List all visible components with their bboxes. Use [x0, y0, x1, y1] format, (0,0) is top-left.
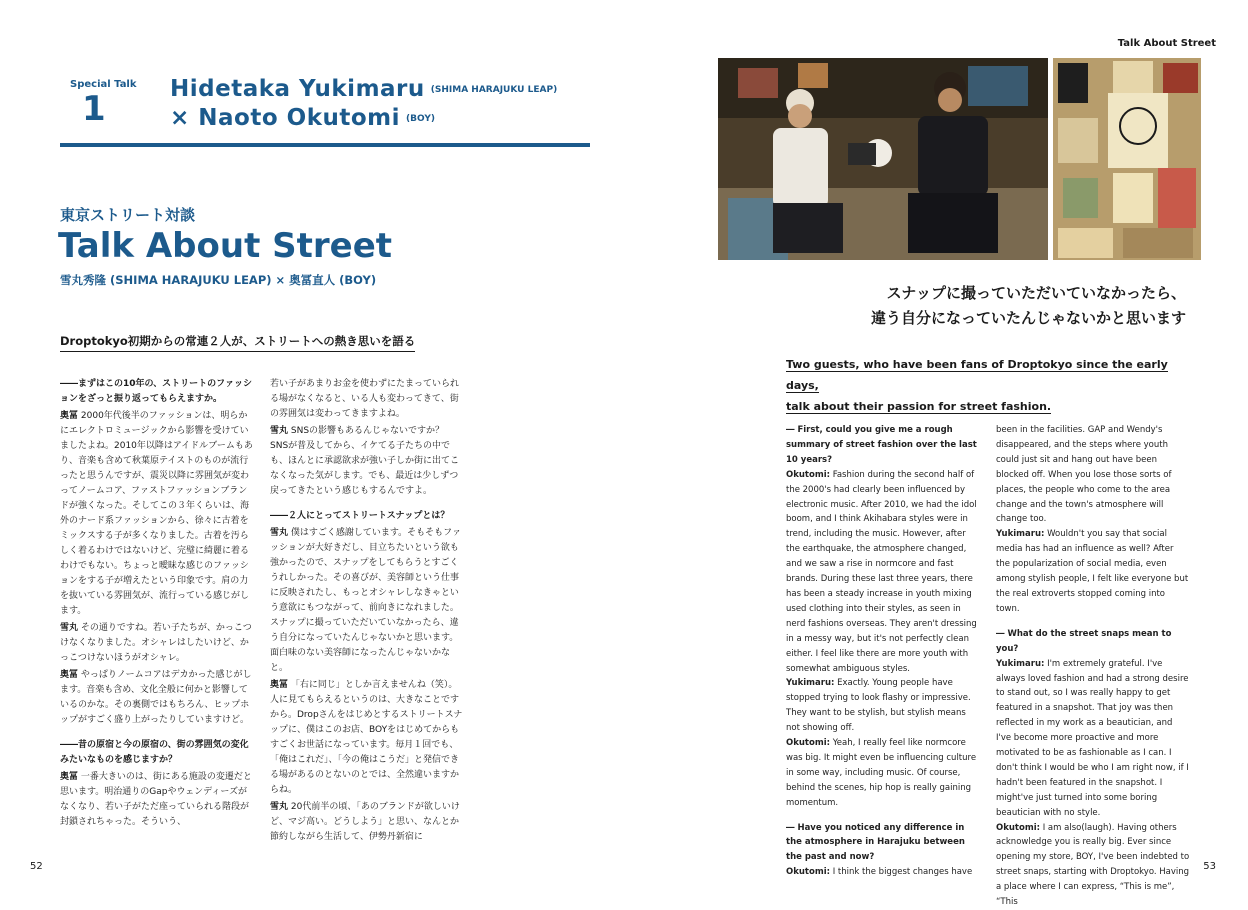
- speaker-name: Yukimaru:: [996, 658, 1045, 669]
- speaker-name: 雪丸: [270, 802, 289, 812]
- answer-text: 20代前半の頃、「あのブランドが欲しいけど、マジ高い。どうしよう」と思い、なんとか節約しながら生活して、伊勢丹新宿に: [270, 802, 460, 842]
- jp-subtitle: 東京ストリート対談: [60, 206, 196, 224]
- speaker-name: 奥冨: [270, 680, 289, 690]
- interview-answer: [270, 678, 464, 798]
- guest2-heading: [170, 105, 435, 131]
- guest1-heading: [170, 76, 557, 102]
- en-column-1: [786, 423, 980, 880]
- photo-two-guests-on-sofa: [718, 58, 1048, 260]
- lead-jp: Droptokyo初期からの常連２人が、ストリートへの熱き思いを語る: [60, 333, 415, 352]
- interview-answer: [996, 657, 1190, 821]
- interview-question: ――まずはこの10年の、ストリートのファッションをざっと振り返ってもらえますか。: [60, 379, 252, 404]
- interview-answer: [786, 676, 980, 736]
- speaker-name: 雪丸: [60, 623, 79, 633]
- speaker-name: 雪丸: [270, 426, 289, 436]
- interview-answer: [786, 468, 980, 677]
- interview-question: ― First, could you give me a rough summary of street fashion over the last 10 years?: [786, 425, 977, 465]
- interview-question: ― What do the street snaps mean to you?: [996, 628, 1172, 654]
- article-title: Talk About Street: [58, 226, 393, 266]
- interview-answer: [996, 821, 1190, 910]
- answer-text: 「右に同じ」としか言えませんね（笑）。人に見てもらえるというのは、大きなことですから。Dropさんをはじめとするストリートスナップに、僕はこのお店、BOYをはじめてからもすごくお世話になっています。毎月１回でも、「俺はこれだ」、「今の俺はこうだ」と発信できる場があるのとないのとでは、全然違いますからね。: [270, 680, 463, 795]
- pull-quote-line-1: スナップに撮っていただいていなかったら、: [886, 284, 1186, 302]
- interview-answer: [60, 409, 254, 619]
- answer-text: I think the biggest changes have: [832, 867, 973, 878]
- answer-text: SNSの影響もあるんじゃないですか？ SNSが普及してから、イケてる子たちの中でも、ほんとに承認欲求が強い子しか街に出てこなくなった気がします。でも、最近は少しずつ戻ってきたという感じもするんですよ。: [270, 426, 460, 496]
- answer-text: その通りですね。若い子たちが、かっこつけなくなりました。オシャレはしたいけど、かっこつけないほうがオシャレ。: [60, 623, 252, 663]
- left-page: [0, 0, 624, 899]
- answer-text: やっぱりノームコアはデカかった感じがします。音楽も含め、文化全般に何かと影響しているのかな。その裏側ではもちろん、ヒップホップがすごく盛り上がったりしていますけど。: [60, 670, 252, 725]
- speaker-name: Yukimaru:: [996, 529, 1045, 540]
- heading-rule: [60, 143, 590, 147]
- speaker-name: Yukimaru:: [786, 678, 835, 689]
- answer-text: I'm extremely grateful. I've always loved fashion and had a strong desire to stand out, so I was really happy to get featured in a snapshot. That joy was then reflected in my work as a beautician, and I've become more proactive and more motivated to be as fashionable as I can. I don't think I would be who I am right now, if I hadn't been featured in the snapshot. I might've just turned into some boring beautician with no style.: [996, 658, 1189, 818]
- answer-text: 一番大きいのは、街にある施設の変遷だと思います。明治通りのGapやウェンディーズがなくなり、若い子がただ座っていられる階段が封鎖されちゃった。そういう、: [60, 772, 252, 827]
- interview-answer: [786, 736, 980, 811]
- interview-answer: [60, 621, 254, 666]
- speaker-name: 奥冨: [60, 411, 79, 421]
- speaker-name: 雪丸: [270, 528, 289, 538]
- lead-en-line-2: talk about their passion for street fashion.: [786, 400, 1052, 413]
- interview-answer: [60, 770, 254, 830]
- speaker-name: Okutomi:: [996, 822, 1041, 833]
- speaker-name: Okutomi:: [786, 469, 831, 480]
- guest2-affiliation: (BOY): [406, 113, 435, 124]
- photo-shop-wall-illustration: [1053, 58, 1201, 260]
- interview-answer: [270, 526, 464, 676]
- interview-answer: [786, 865, 980, 880]
- byline: 雪丸秀隆 (SHIMA HARAJUKU LEAP) × 奥冨直人 (BOY): [60, 273, 377, 287]
- jp-column-2: [270, 377, 464, 847]
- page-number-right: 53: [1203, 861, 1216, 872]
- interview-answer: [270, 424, 464, 499]
- interview-question: ――昔の原宿と今の原宿の、街の雰囲気の変化みたいなものを感じますか？: [60, 740, 249, 765]
- answer-text: Yeah, I really feel like normcore was big. It might even be influencing culture in some way, including music. Of course, behind the scenes, hip hop is really gaining momentum.: [786, 738, 977, 808]
- photo-shop-wall: [1053, 58, 1201, 260]
- interview-question: ――２人にとってストリートスナップとは？: [270, 511, 450, 521]
- answer-text: Exactly. Young people have stopped trying to look flashy or impressive. They want to be stylish, but stylish means not showing off.: [786, 678, 971, 734]
- interview-answer: [60, 668, 254, 728]
- answer-text: I am also(laugh). Having others acknowledge you is really big. Ever since opening my store, BOY, I've been indebted to street snaps, starting with Droptokyo. Having a place where I can express, “This is me”, “This: [996, 822, 1190, 908]
- section-tag: Talk About Street: [1117, 38, 1216, 49]
- answer-text: 2000年代後半のファッションは、明らかにエレクトロミュージックから影響を受けていましたよね。2010年以降はアイドルブームもあり、音楽も含めて秋葉原テイストのものが流行ったと思うんですが、震災以降に雰囲気が変わってノームコア、ファストファッションブランドが強くなった。そしてこの３年くらいは、海外のナード系ファッションから、徐々に古着をミックスする子が多くなりました。古着を汚らしく着るわけではないけど、完璧に綺麗に着るわけでもない。ちょっと曖昧な感じのファッションをする子が増えたという印象です。肩の力を抜いている雰囲気が、流行っている感じがします。: [60, 411, 253, 616]
- speaker-name: Okutomi:: [786, 867, 831, 878]
- speaker-name: 奥冨: [60, 670, 79, 680]
- pull-quote-line-2: 違う自分になっていたんじゃないかと思います: [870, 309, 1186, 327]
- lead-en: [786, 354, 1186, 417]
- answer-text: Fashion during the second half of the 2000's had clearly been influenced by electronic music. After 2010, we had the idol boom, and I think Akihabara styles were in trend, including the music. However, after the earthquake, the atmosphere changed, and we saw a rise in normcore and fast brands. During these last three years, there has been a steady increase in youth mixing used clothing into their styles, as seen in nerd fashions overseas. They aren't dressing in a messy way, but it's not perfectly clean either. I feel like there are more youth with somewhat ambiguous styles.: [786, 469, 977, 674]
- right-page: [624, 0, 1248, 908]
- guest1-name: Hidetaka Yukimaru: [170, 76, 425, 102]
- guest1-affiliation: (SHIMA HARAJUKU LEAP): [430, 84, 558, 95]
- en-column-2: [996, 423, 1190, 910]
- interview-answer: [996, 527, 1190, 616]
- special-talk-number: 1: [82, 89, 106, 129]
- page-number-left: 52: [30, 861, 43, 872]
- pull-quote: [871, 281, 1186, 331]
- speaker-name: Okutomi:: [786, 738, 831, 749]
- answer-text: 僕はすごく感謝しています。そもそもファッションが大好きだし、目立ちたいという欲も強かったので、スナップをしてもらうとすごくうれしかった。その喜びが、美容師という仕事に反映されたし、もっとオシャレしなきゃという意欲にもつながって、前向きになれました。スナップに撮っていただいていなかったら、違う自分になっていたんじゃないかと思います。面白味のない美容師になったんじゃないかなと。: [270, 528, 461, 673]
- interview-answer: [270, 800, 464, 845]
- guest2-name: × Naoto Okutomi: [170, 105, 401, 131]
- interview-continuation: 若い子があまりお金を使わずにたまっていられる場がなくなると、いる人も変わってきて、街の雰囲気は変わってきますよね。: [270, 379, 460, 419]
- jp-column-1: [60, 377, 254, 832]
- photo-two-guests-illustration: [718, 58, 1048, 260]
- special-talk-label: Special Talk: [70, 79, 137, 90]
- interview-question: ― Have you noticed any difference in the atmosphere in Harajuku between the past and now?: [786, 822, 965, 863]
- speaker-name: 奥冨: [60, 772, 79, 782]
- interview-continuation: been in the facilities. GAP and Wendy's disappeared, and the steps where youth could just sit and hang out have been blocked off. When you lose those sorts of places, the people who come to the area change and the town's atmosphere will change too.: [996, 425, 1172, 525]
- lead-en-line-1: Two guests, who have been fans of Droptokyo since the early days,: [786, 358, 1168, 392]
- answer-text: Wouldn't you say that social media has had an influence as well? After the popularization of social media, even among stylish people, I felt like everyone but the real extroverts stopped coming into town.: [996, 529, 1189, 614]
